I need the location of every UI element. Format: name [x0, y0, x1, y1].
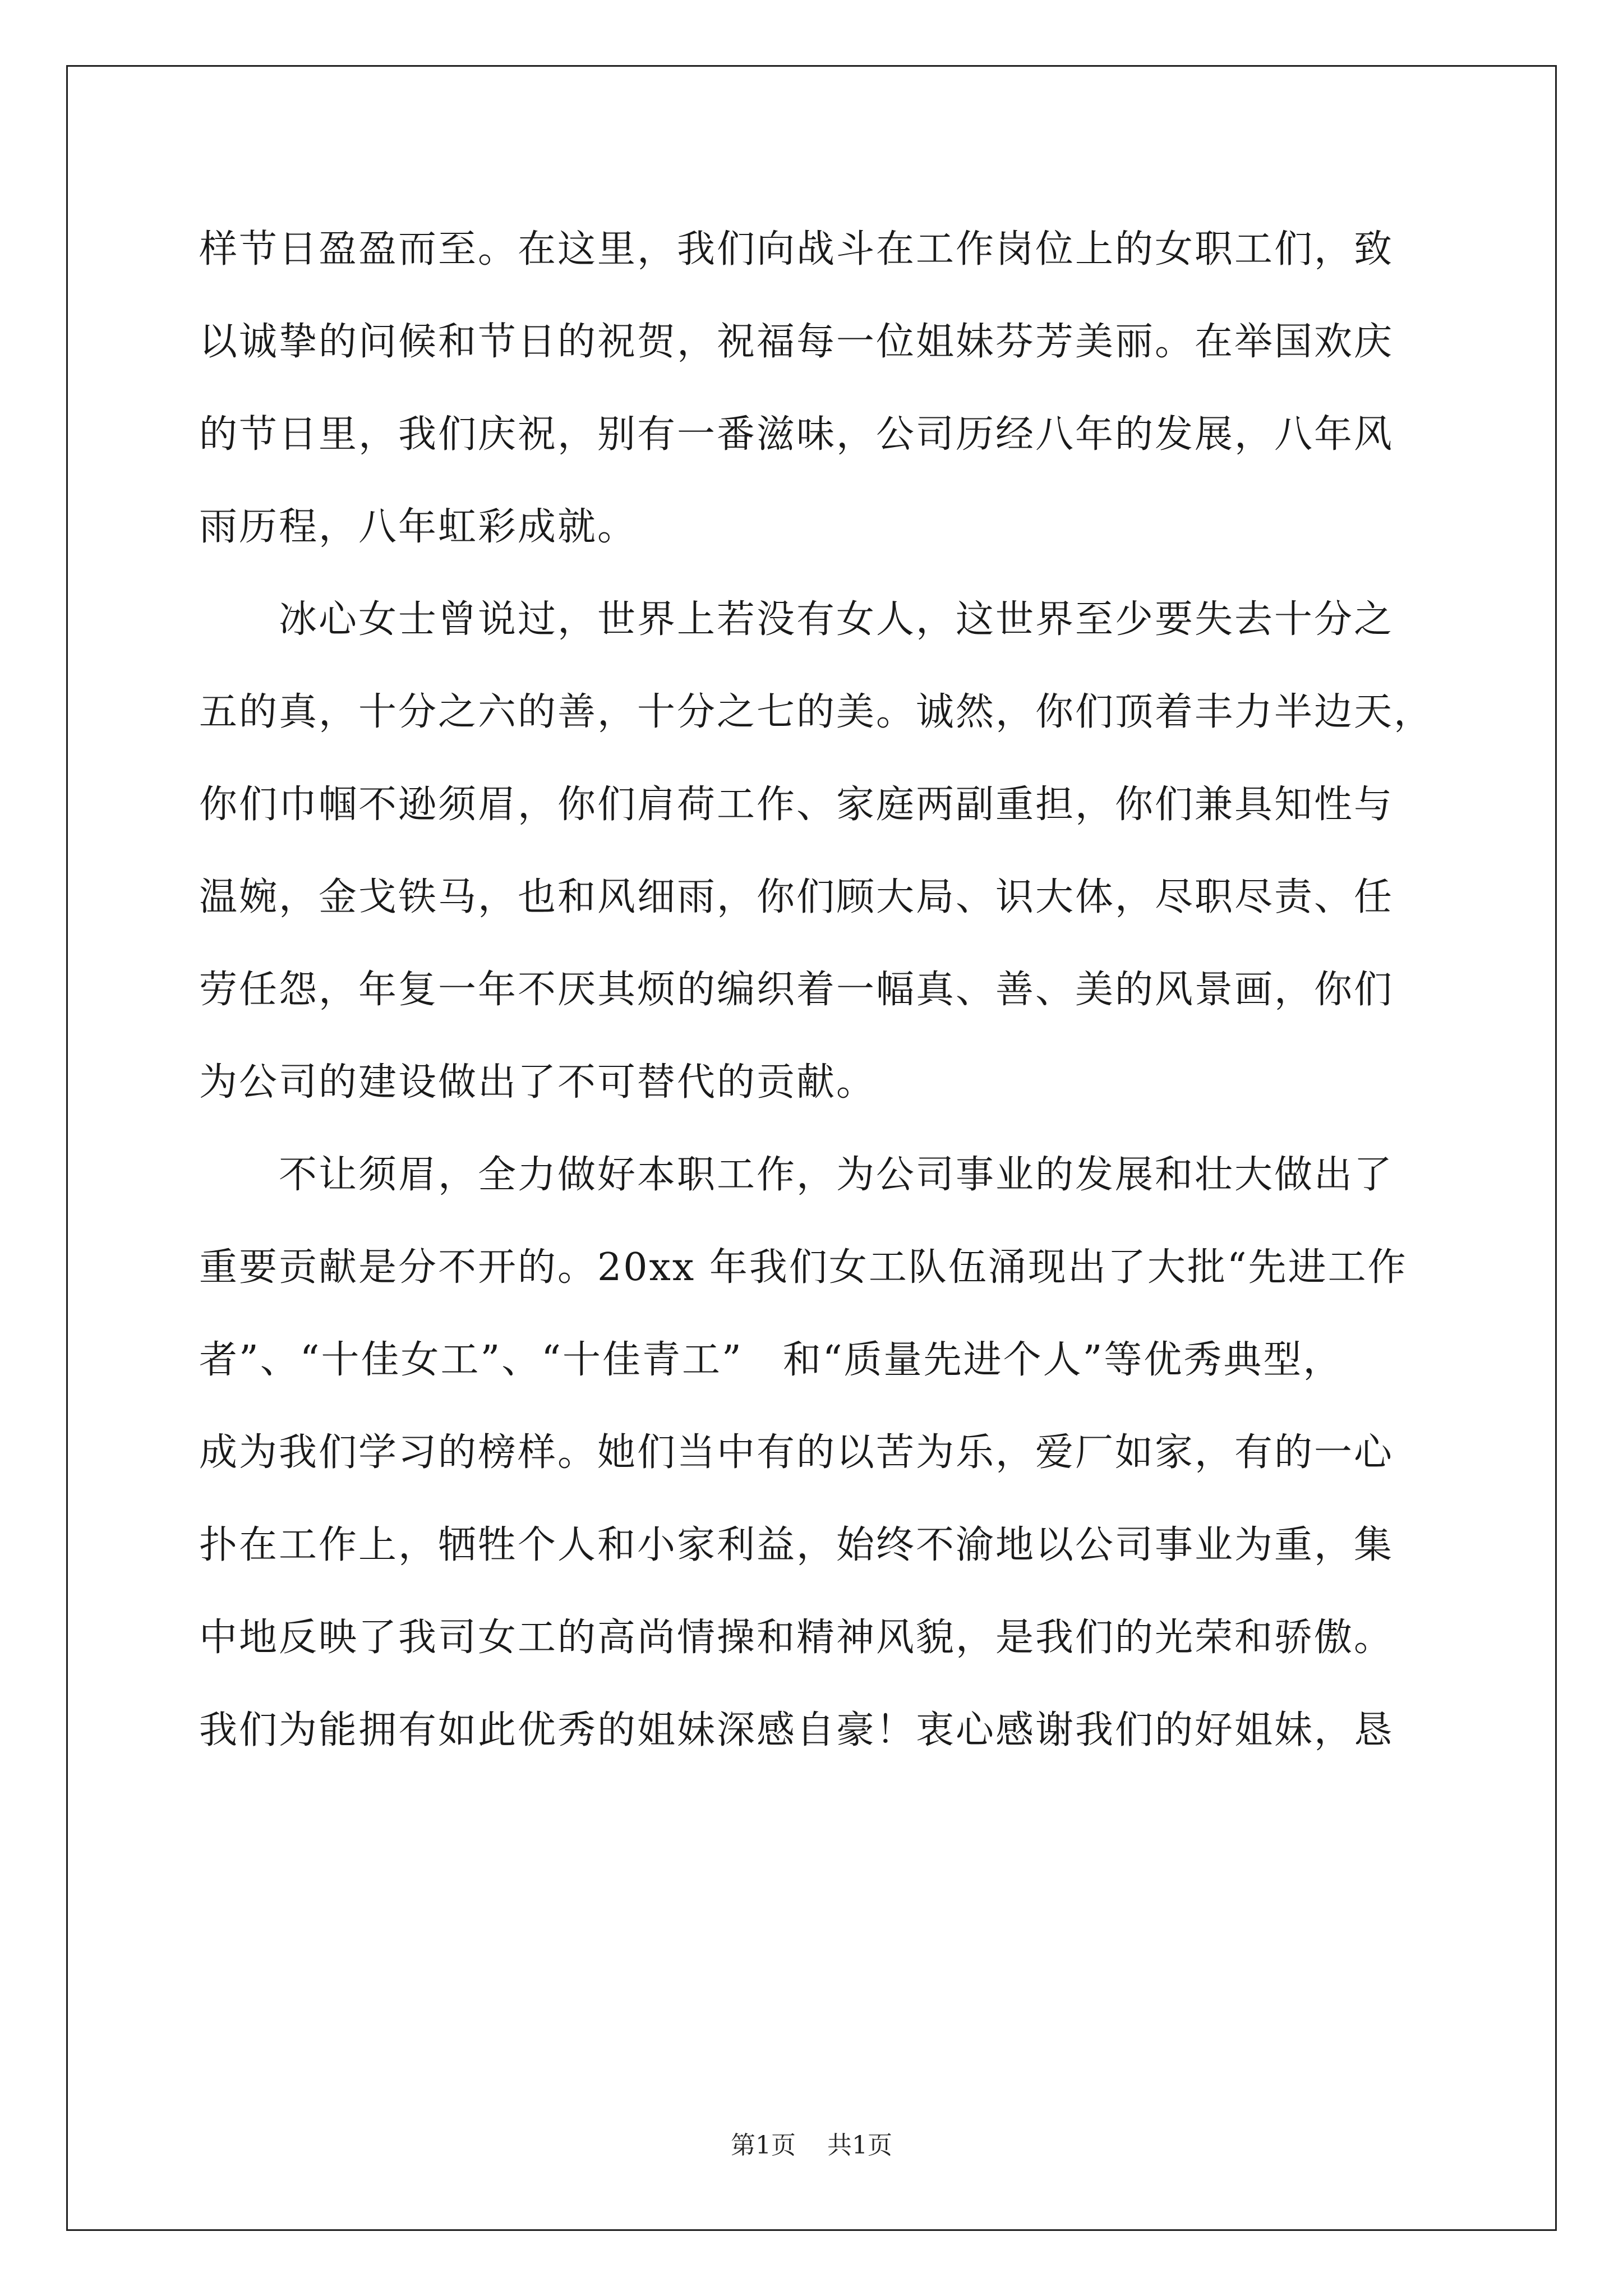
paragraph-line: 冰心女士曾说过，世界上若没有女人，这世界至少要失去十分之: [199, 597, 1394, 642]
paragraph-line: 扑在工作上，牺牲个人和小家利益，始终不渝地以公司事业为重，集: [199, 1523, 1394, 1567]
paragraph-line: 者”、“十佳女工”、“十佳青工” 和“质量先进个人”等优秀典型，: [199, 1338, 1343, 1382]
paragraph-3: [199, 1144, 1433, 1792]
paragraph-line: 不让须眉，全力做好本职工作，为公司事业的发展和壮大做出了: [199, 1153, 1394, 1197]
paragraph-line: 劳任怨，年复一年不厌其烦的编织着一幅真、善、美的风景画，你们: [199, 968, 1394, 1012]
page-total: 共1页: [827, 2131, 892, 2160]
paragraph-line: 我们为能拥有如此优秀的姐妹深感自豪！衷心感谢我们的好姐妹，恳: [199, 1708, 1394, 1752]
paragraph-1: [199, 219, 1433, 589]
paragraph-line: 为公司的建设做出了不可替代的贡献。: [199, 1060, 877, 1105]
paragraph-line: 中地反映了我司女工的高尚情操和精神风貌，是我们的光荣和骄傲。: [199, 1616, 1394, 1660]
paragraph-line: 重要贡献是分不开的。20xx 年我们女工队伍涌现出了大批“先进工作: [199, 1245, 1408, 1290]
paragraph-line: 雨历程，八年虹彩成就。: [199, 505, 638, 549]
paragraph-line: 样节日盈盈而至。在这里，我们向战斗在工作岗位上的女职工们，致: [199, 227, 1394, 272]
paragraph-2: [199, 589, 1433, 1144]
paragraph-line: 五的真，十分之六的善，十分之七的美。诚然，你们顶着丰力半边天，: [199, 690, 1434, 734]
document-body: [199, 219, 1433, 1792]
page-number: 第1页: [731, 2131, 796, 2160]
paragraph-line: 你们巾帼不逊须眉，你们肩荷工作、家庭两副重担，你们兼具知性与: [199, 783, 1394, 827]
page-footer: [0, 2129, 1623, 2162]
paragraph-line: 的节日里，我们庆祝，别有一番滋味，公司历经八年的发展，八年风: [199, 412, 1394, 457]
paragraph-line: 以诚挚的问候和节日的祝贺，祝福每一位姐妹芬芳美丽。在举国欢庆: [199, 320, 1394, 364]
paragraph-line: 成为我们学习的榜样。她们当中有的以苦为乐，爱厂如家，有的一心: [199, 1430, 1394, 1475]
paragraph-line: 温婉，金戈铁马，也和风细雨，你们顾大局、识大体，尽职尽责、任: [199, 875, 1394, 919]
